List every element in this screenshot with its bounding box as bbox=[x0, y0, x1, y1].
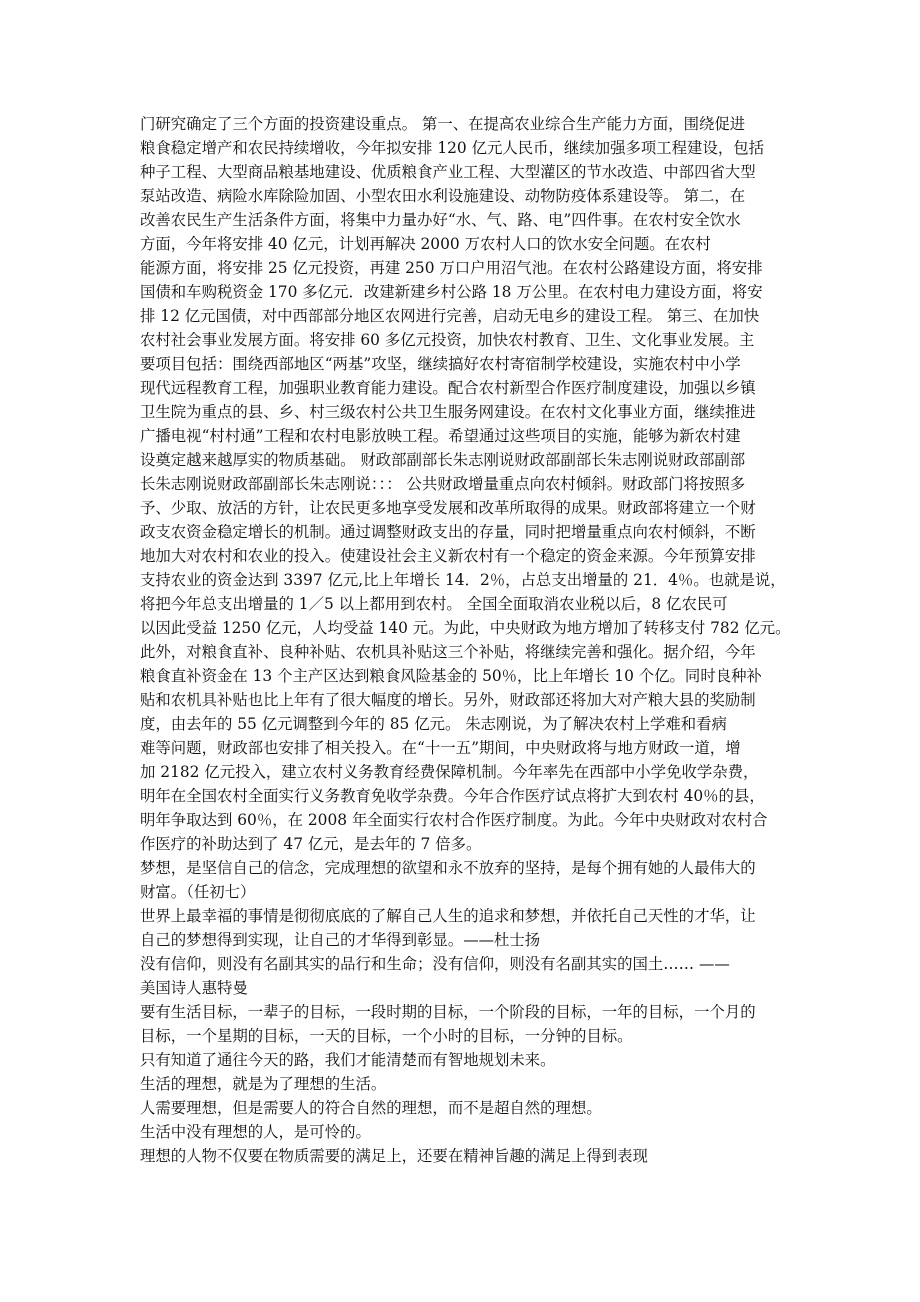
text-line: 生活中没有理想的人，是可怜的。 bbox=[140, 1123, 371, 1141]
text-line: 将把今年总支出增量的 1／5 以上都用到农村。 全国全面取消农业税以后，8 亿农民可 bbox=[140, 595, 728, 613]
text-line: 现代远程教育工程，加强职业教育能力建设。配合农村新型合作医疗制度建设，加强以乡镇 bbox=[140, 379, 756, 397]
text-line: 改善农民生产生活条件方面，将集中力量办好“水、气、路、电”四件事。在农村安全饮水 bbox=[140, 211, 741, 229]
text-line: 梦想，是坚信自己的信念，完成理想的欲望和永不放弃的坚持，是每个拥有她的人最伟大的 bbox=[140, 859, 756, 877]
text-line: 卫生院为重点的县、乡、村三级农村公共卫生服务网建设。在农村文化事业方面，继续推进 bbox=[140, 403, 756, 421]
text-line: 目标，一个星期的目标，一天的目标，一个小时的目标，一分钟的目标。 bbox=[140, 1027, 633, 1045]
text-line: 此外，对粮食直补、良种补贴、农机具补贴这三个补贴，将继续完善和强化。据介绍，今年 bbox=[140, 643, 756, 661]
text-line: 加 2182 亿元投入，建立农村义务教育经费保障机制。今年率先在西部中小学免收学杂费， bbox=[140, 763, 759, 781]
text-line: 难等问题，财政部也安排了相关投入。在“十一五”期间，中央财政将与地方财政一道，增 bbox=[140, 739, 741, 757]
text-line: 国债和车购税资金 170 多亿元．改建新建乡村公路 18 万公里。在农村电力建设方面，将安 bbox=[140, 283, 763, 301]
text-line: 没有信仰，则没有名副其实的品行和生命；没有信仰，则没有名副其实的国土…… —— bbox=[140, 955, 730, 973]
text-line: 自己的梦想得到实现，让自己的才华得到彰显。——杜士扬 bbox=[140, 931, 541, 949]
text-line: 种子工程、大型商品粮基地建设、优质粮食产业工程、大型灌区的节水改造、中部四省大型 bbox=[140, 163, 756, 181]
text-line: 美国诗人惠特曼 bbox=[140, 979, 248, 997]
text-line: 粮食直补资金在 13 个主产区达到粮食风险基金的 50％，比上年增长 10 个亿。同时良种补 bbox=[140, 667, 762, 685]
text-line: 只有知道了通往今天的路，我们才能清楚而有智地规划未来。 bbox=[140, 1051, 556, 1069]
text-line: 明年争取达到 60％，在 2008 年全面实行农村合作医疗制度。为此。今年中央财政对农村合 bbox=[140, 811, 768, 829]
text-line: 要项目包括：围绕西部地区“两基”攻坚，继续搞好农村寄宿制学校建设，实施农村中小学 bbox=[140, 355, 741, 373]
text-line: 理想的人物不仅要在物质需要的满足上，还要在精神旨趣的满足上得到表现 bbox=[140, 1147, 648, 1165]
text-line: 予、少取、放活的方针，让农民更多地享受发展和改革所取得的成果。财政部将建立一个财 bbox=[140, 499, 756, 517]
text-line: 方面，今年将安排 40 亿元，计划再解决 2000 万农村人口的饮水安全问题。在农村 bbox=[140, 235, 711, 253]
text-line: 地加大对农村和农业的投入。使建设社会主义新农村有一个稳定的资金来源。今年预算安排 bbox=[140, 547, 756, 565]
text-line: 明年在全国农村全面实行义务教育免收学杂费。今年合作医疗试点将扩大到农村 40％的县， bbox=[140, 787, 765, 805]
text-line: 能源方面，将安排 25 亿元投资，再建 250 万口户用沼气池。在农村公路建设方面，将安排 bbox=[140, 259, 763, 277]
text-line: 泵站改造、病险水库除险加固、小型农田水利设施建设、动物防疫体系建设等。 第二，在 bbox=[140, 187, 746, 205]
text-line: 财富。（任初七） bbox=[140, 883, 256, 901]
text-line: 生活的理想，就是为了理想的生活。 bbox=[140, 1075, 387, 1093]
text-line: 支持农业的资金达到 3397 亿元,比上年增长 14．2％，占总支出增量的 21．4％。也就是说， bbox=[140, 571, 786, 589]
text-line: 门研究确定了三个方面的投资建设重点。 第一、在提高农业综合生产能力方面，围绕促进 bbox=[140, 115, 746, 133]
text-line: 政支农资金稳定增长的机制。通过调整财政支出的存量，同时把增量重点向农村倾斜，不断 bbox=[140, 523, 756, 541]
text-line: 作医疗的补助达到了 47 亿元，是去年的 7 倍多。 bbox=[140, 835, 482, 853]
text-line: 度，由去年的 55 亿元调整到今年的 85 亿元。 朱志刚说，为了解决农村上学难和看病 bbox=[140, 715, 727, 733]
text-line: 排 12 亿元国债，对中西部部分地区农网进行完善，启动无电乡的建设工程。 第三、在加快 bbox=[140, 307, 760, 325]
text-line: 世界上最幸福的事情是彻彻底底的了解自己人生的追求和梦想，并依托自己天性的才华，让 bbox=[140, 907, 756, 925]
text-line: 设奠定越来越厚实的物质基础。 财政部副部长朱志刚说财政部副部长朱志刚说财政部副部 bbox=[140, 451, 746, 469]
document-body bbox=[140, 112, 791, 1168]
text-line: 广播电视“村村通”工程和农村电影放映工程。希望通过这些项目的实施，能够为新农村建 bbox=[140, 427, 741, 445]
text-line: 农村社会事业发展方面。将安排 60 多亿元投资，加快农村教育、卫生、文化事业发展。主 bbox=[140, 331, 755, 349]
text-line: 要有生活目标，一辈子的目标，一段时期的目标，一个阶段的目标，一年的目标，一个月的 bbox=[140, 1003, 756, 1021]
text-line: 粮食稳定增产和农民持续增收，今年拟安排 120 亿元人民币，继续加强多项工程建设，包括 bbox=[140, 139, 765, 157]
text-line: 以因此受益 1250 亿元，人均受益 140 元。为此，中央财政为地方增加了转移支付 782 亿元。 bbox=[140, 619, 791, 637]
text-line: 贴和农机具补贴也比上年有了很大幅度的增长。另外，财政部还将加大对产粮大县的奖励制 bbox=[140, 691, 756, 709]
text-line: 长朱志刚说财政部副部长朱志刚说：：： 公共财政增量重点向农村倾斜。财政部门将按照多 bbox=[140, 475, 746, 493]
text-line: 人需要理想，但是需要人的符合自然的理想，而不是超自然的理想。 bbox=[140, 1099, 602, 1117]
